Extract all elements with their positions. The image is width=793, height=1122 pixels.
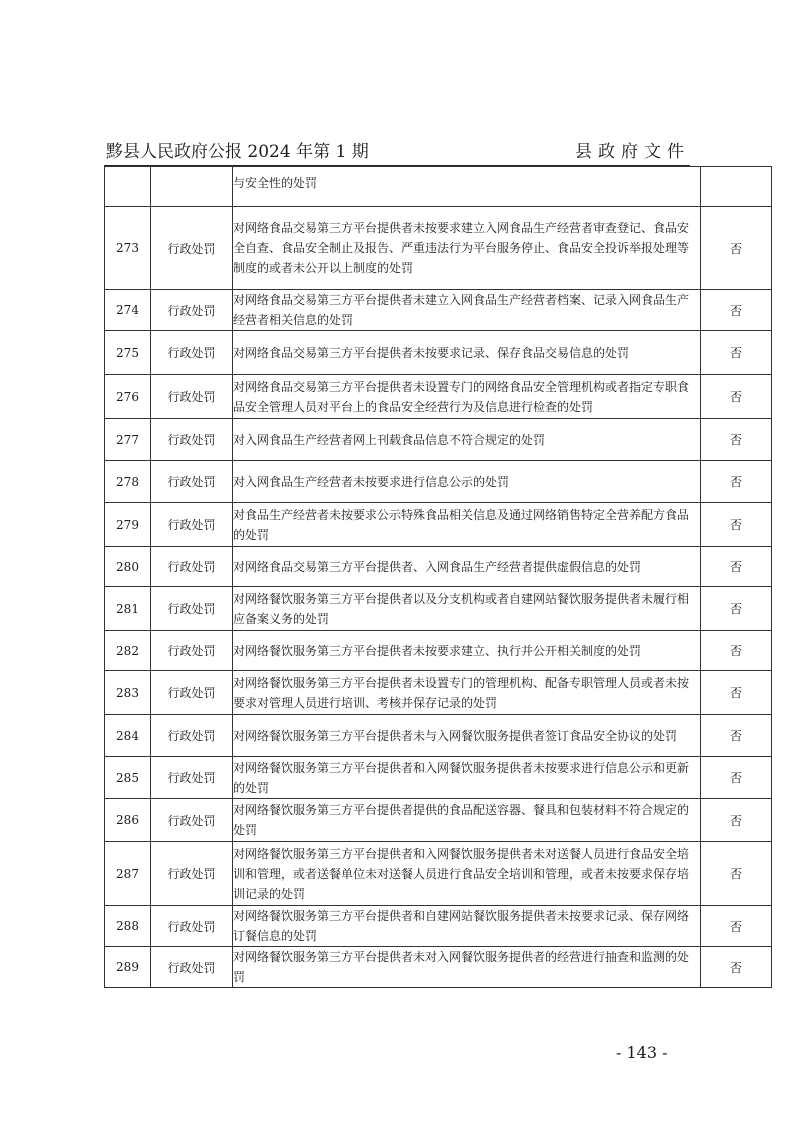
row-flag: 否	[701, 587, 772, 631]
row-item: 对网络餐饮服务第三方平台提供者未按要求建立、执行并公开相关制度的处罚	[233, 631, 701, 671]
row-number: 281	[105, 587, 151, 631]
table-row	[105, 503, 772, 547]
row-flag: 否	[701, 947, 772, 988]
row-type: 行政处罚	[151, 375, 233, 419]
table-row	[105, 757, 772, 799]
page-header	[106, 139, 690, 165]
row-number: 283	[105, 671, 151, 715]
table-row	[105, 715, 772, 757]
row-flag: 否	[701, 799, 772, 842]
row-flag: 否	[701, 842, 772, 906]
table-row	[105, 290, 772, 331]
row-item: 对入网食品生产经营者未按要求进行信息公示的处罚	[233, 461, 701, 503]
row-flag: 否	[701, 207, 772, 290]
table-row	[105, 547, 772, 587]
row-flag: 否	[701, 419, 772, 461]
row-type: 行政处罚	[151, 207, 233, 290]
row-type: 行政处罚	[151, 331, 233, 375]
section-title: 县政府文件	[575, 142, 690, 162]
row-type: 行政处罚	[151, 671, 233, 715]
row-item: 对网络餐饮服务第三方平台提供者以及分支机构或者自建网站餐饮服务提供者未履行相应备案义务的处罚	[233, 587, 701, 631]
table-row	[105, 671, 772, 715]
bulletin-title: 黟县人民政府公报 2024 年第 1 期	[106, 142, 369, 162]
row-item: 对网络食品交易第三方平台提供者、入网食品生产经营者提供虚假信息的处罚	[233, 547, 701, 587]
row-number: 289	[105, 947, 151, 988]
penalty-table-body	[105, 167, 772, 988]
row-number	[105, 167, 151, 207]
row-item: 对网络餐饮服务第三方平台提供者提供的食品配送容器、餐具和包装材料不符合规定的处罚	[233, 799, 701, 842]
row-item: 对网络食品交易第三方平台提供者未按要求记录、保存食品交易信息的处罚	[233, 331, 701, 375]
row-number: 278	[105, 461, 151, 503]
row-item: 对网络食品交易第三方平台提供者未建立入网食品生产经营者档案、记录入网食品生产经营者相关信息的处罚	[233, 290, 701, 331]
table-row	[105, 947, 772, 988]
row-number: 273	[105, 207, 151, 290]
row-number: 279	[105, 503, 151, 547]
row-item: 对网络餐饮服务第三方平台提供者和入网餐饮服务提供者未对送餐人员进行食品安全培训和管理，或者送餐单位未对送餐人员进行食品安全培训和管理，或者未按要求保存培训记录的处罚	[233, 842, 701, 906]
table-row	[105, 842, 772, 906]
row-flag: 否	[701, 503, 772, 547]
row-number: 286	[105, 799, 151, 842]
table-row-continued	[105, 167, 772, 207]
row-item: 对网络餐饮服务第三方平台提供者和入网餐饮服务提供者未按要求进行信息公示和更新的处罚	[233, 757, 701, 799]
row-type: 行政处罚	[151, 290, 233, 331]
row-flag: 否	[701, 375, 772, 419]
row-number: 282	[105, 631, 151, 671]
penalty-table	[104, 166, 772, 988]
row-item: 与安全性的处罚	[233, 167, 701, 207]
table-row	[105, 461, 772, 503]
row-item: 对网络餐饮服务第三方平台提供者未设置专门的管理机构、配备专职管理人员或者未按要求对管理人员进行培训、考核并保存记录的处罚	[233, 671, 701, 715]
row-item: 对入网食品生产经营者网上刊载食品信息不符合规定的处罚	[233, 419, 701, 461]
table-row	[105, 587, 772, 631]
row-item: 对网络食品交易第三方平台提供者未设置专门的网络食品安全管理机构或者指定专职食品安全管理人员对平台上的食品安全经营行为及信息进行检查的处罚	[233, 375, 701, 419]
row-type: 行政处罚	[151, 631, 233, 671]
row-item: 对食品生产经营者未按要求公示特殊食品相关信息及通过网络销售特定全营养配方食品的处罚	[233, 503, 701, 547]
row-type: 行政处罚	[151, 757, 233, 799]
row-number: 274	[105, 290, 151, 331]
row-type: 行政处罚	[151, 715, 233, 757]
row-item: 对网络餐饮服务第三方平台提供者和自建网站餐饮服务提供者未按要求记录、保存网络订餐信息的处罚	[233, 906, 701, 947]
row-flag: 否	[701, 671, 772, 715]
row-flag: 否	[701, 290, 772, 331]
row-type: 行政处罚	[151, 503, 233, 547]
row-flag: 否	[701, 631, 772, 671]
row-number: 287	[105, 842, 151, 906]
row-item: 对网络餐饮服务第三方平台提供者未对入网餐饮服务提供者的经营进行抽查和监测的处罚	[233, 947, 701, 988]
row-flag: 否	[701, 331, 772, 375]
row-flag: 否	[701, 757, 772, 799]
table-row	[105, 799, 772, 842]
row-type: 行政处罚	[151, 947, 233, 988]
row-item: 对网络餐饮服务第三方平台提供者未与入网餐饮服务提供者签订食品安全协议的处罚	[233, 715, 701, 757]
row-type: 行政处罚	[151, 587, 233, 631]
table-row	[105, 331, 772, 375]
row-item: 对网络食品交易第三方平台提供者未按要求建立入网食品生产经营者审查登记、食品安全自查、食品安全制止及报告、严重违法行为平台服务停止、食品安全投诉举报处理等制度的或者未公开以上制度的处罚	[233, 207, 701, 290]
row-flag: 否	[701, 461, 772, 503]
row-number: 285	[105, 757, 151, 799]
row-flag: 否	[701, 547, 772, 587]
row-flag	[701, 167, 772, 207]
table-row	[105, 631, 772, 671]
row-type: 行政处罚	[151, 461, 233, 503]
row-type	[151, 167, 233, 207]
table-row	[105, 419, 772, 461]
row-flag: 否	[701, 715, 772, 757]
row-number: 280	[105, 547, 151, 587]
row-number: 284	[105, 715, 151, 757]
row-number: 276	[105, 375, 151, 419]
table-row	[105, 207, 772, 290]
table-row	[105, 906, 772, 947]
page-number: - 143 -	[616, 1043, 668, 1062]
row-number: 288	[105, 906, 151, 947]
table-row	[105, 375, 772, 419]
row-type: 行政处罚	[151, 842, 233, 906]
row-type: 行政处罚	[151, 906, 233, 947]
row-number: 277	[105, 419, 151, 461]
row-type: 行政处罚	[151, 419, 233, 461]
row-type: 行政处罚	[151, 799, 233, 842]
row-type: 行政处罚	[151, 547, 233, 587]
row-flag: 否	[701, 906, 772, 947]
row-number: 275	[105, 331, 151, 375]
